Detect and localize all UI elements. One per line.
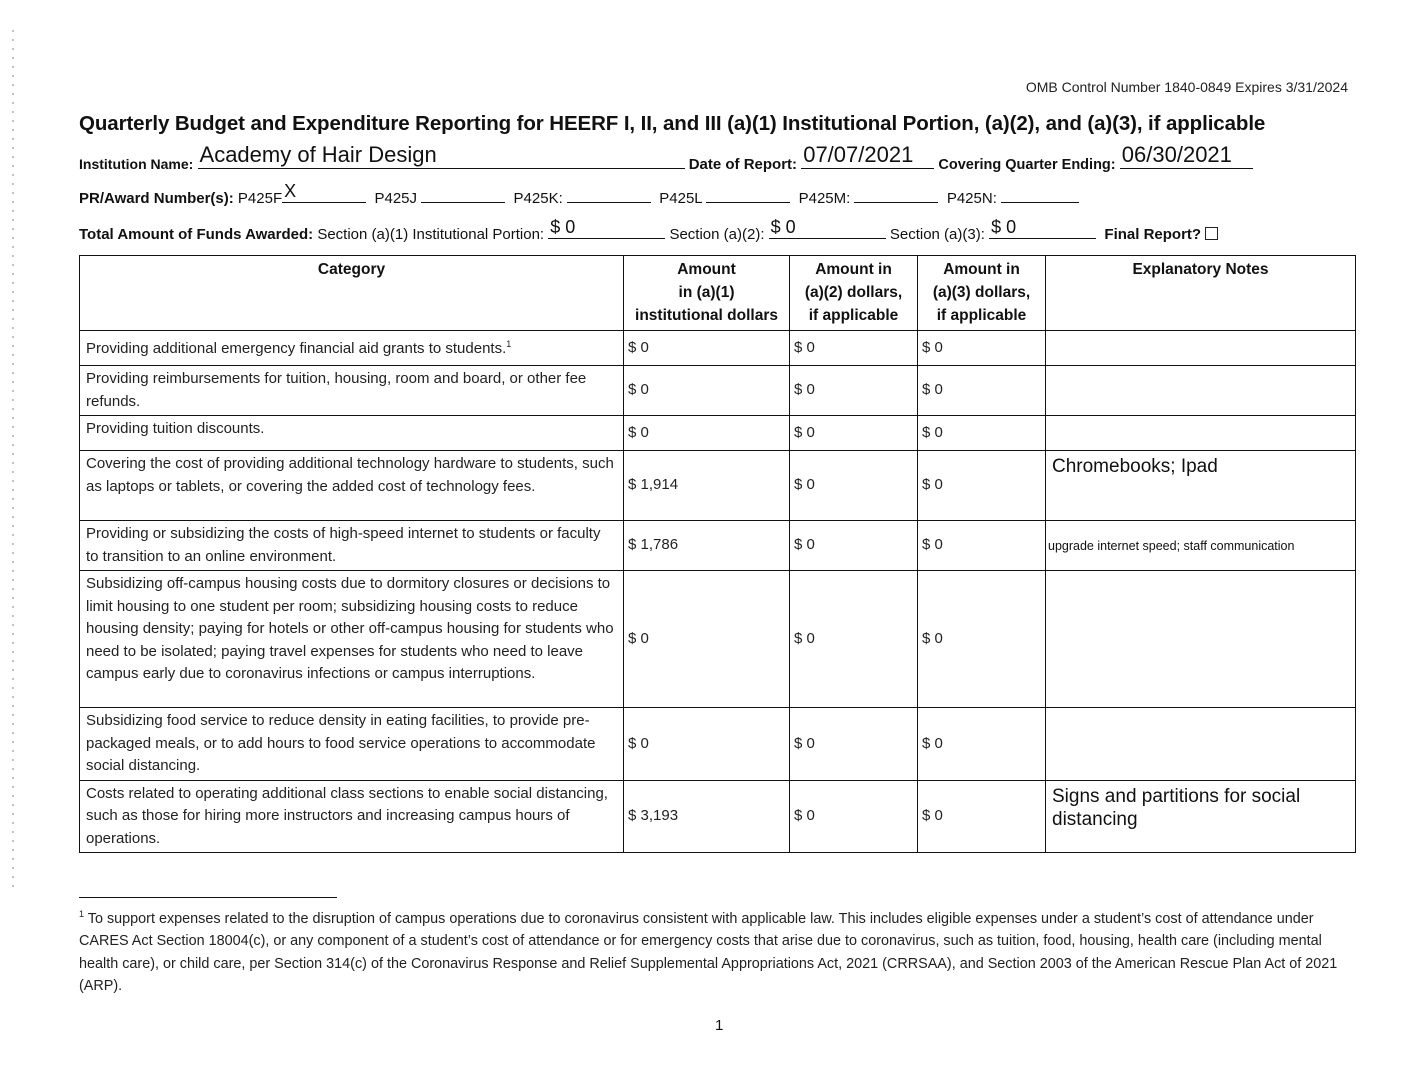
a3-amount-cell[interactable]: $ 0 bbox=[918, 451, 1046, 521]
notes-cell[interactable] bbox=[1046, 331, 1356, 366]
a3-amount-cell[interactable]: $ 0 bbox=[918, 708, 1046, 781]
covering-quarter-value: 06/30/2021 bbox=[1121, 142, 1232, 167]
award-p425f-field[interactable] bbox=[282, 181, 366, 203]
a1-amount-cell[interactable]: $ 1,786 bbox=[624, 521, 790, 571]
award-p425m-label: P425M: bbox=[798, 190, 851, 207]
table-row bbox=[80, 708, 1356, 781]
header-a3-line: if applicable bbox=[936, 307, 1027, 324]
footnote-marker: 1 bbox=[79, 909, 85, 919]
a2-amount-cell[interactable]: $ 0 bbox=[790, 780, 918, 853]
a3-amount-cell[interactable]: $ 0 bbox=[918, 331, 1046, 366]
a3-amount-cell[interactable]: $ 0 bbox=[918, 416, 1046, 451]
table-row bbox=[80, 416, 1356, 451]
table-header-row bbox=[80, 256, 1356, 331]
a1-amount-cell[interactable]: $ 0 bbox=[624, 366, 790, 416]
header-a2-line: (a)(2) dollars, bbox=[804, 284, 903, 301]
a2-amount-cell[interactable]: $ 0 bbox=[790, 331, 918, 366]
award-p425l-field[interactable] bbox=[706, 188, 790, 203]
notes-cell[interactable] bbox=[1046, 416, 1356, 451]
final-report-checkbox[interactable] bbox=[1205, 227, 1218, 240]
header-a3-amount bbox=[918, 256, 1046, 331]
award-p425k-label: P425K: bbox=[513, 190, 563, 207]
section-a3-label: Section (a)(3): bbox=[889, 226, 985, 243]
date-of-report-value: 07/07/2021 bbox=[803, 142, 914, 167]
section-a1-field[interactable] bbox=[548, 217, 665, 239]
header-category: Category bbox=[80, 256, 624, 331]
category-cell: Subsidizing off-campus housing costs due to dormitory closures or decisions to limit housing to one student per room; subsidizing housing costs to reduce housing density; paying for hotels or other off-campus housing for students who need to be isolated; paying travel expenses for students who need to leave campus early due to coronavirus infections or campus interruptions. bbox=[80, 571, 624, 708]
award-p425j-label: P425J bbox=[374, 190, 418, 207]
a3-amount-cell[interactable]: $ 0 bbox=[918, 571, 1046, 708]
table-row bbox=[80, 571, 1356, 708]
institution-name-value: Academy of Hair Design bbox=[199, 142, 437, 167]
a1-amount-cell[interactable]: $ 0 bbox=[624, 571, 790, 708]
table-row bbox=[80, 780, 1356, 853]
category-cell: Providing reimbursements for tuition, housing, room and board, or other fee refunds. bbox=[80, 366, 624, 416]
category-cell: Covering the cost of providing additional technology hardware to students, such as laptops or tablets, or covering the added cost of technology fees. bbox=[80, 451, 624, 521]
category-cell: Providing or subsidizing the costs of high-speed internet to students or faculty to transition to an online environment. bbox=[80, 521, 624, 571]
category-cell: Subsidizing food service to reduce density in eating facilities, to provide pre-packaged meals, or to add hours to food service operations to accommodate social distancing. bbox=[80, 708, 624, 781]
table-row bbox=[80, 331, 1356, 366]
institution-name-label: Institution Name: bbox=[79, 156, 194, 172]
section-a1-label: Section (a)(1) Institutional Portion: bbox=[317, 226, 545, 243]
header-a1-line: Amount bbox=[677, 261, 736, 278]
section-a3-value: $ 0 bbox=[991, 217, 1017, 237]
covering-quarter-label: Covering Quarter Ending: bbox=[938, 157, 1116, 173]
page-title: Quarterly Budget and Expenditure Reporting for HEERF I, II, and III (a)(1) Institutional Portion, (a)(2), and (a)(3), if applicable bbox=[79, 112, 1266, 135]
section-a2-value: $ 0 bbox=[770, 217, 796, 237]
table-row bbox=[80, 521, 1356, 571]
a2-amount-cell[interactable]: $ 0 bbox=[790, 451, 918, 521]
a1-amount-cell[interactable]: $ 3,193 bbox=[624, 780, 790, 853]
category-cell bbox=[80, 331, 624, 366]
section-a2-field[interactable] bbox=[769, 217, 886, 239]
table-row bbox=[80, 451, 1356, 521]
header-a2-line: if applicable bbox=[808, 307, 899, 324]
notes-cell[interactable] bbox=[1046, 571, 1356, 708]
award-p425f-value: X bbox=[284, 181, 297, 201]
award-p425k-field[interactable] bbox=[567, 188, 651, 203]
section-a1-value: $ 0 bbox=[550, 217, 576, 237]
award-p425l-label: P425L bbox=[659, 190, 703, 207]
notes-cell[interactable]: Chromebooks; Ipad bbox=[1046, 451, 1356, 521]
page-number: 1 bbox=[715, 1017, 724, 1034]
header-a1-line: institutional dollars bbox=[635, 307, 778, 324]
a2-amount-cell[interactable]: $ 0 bbox=[790, 571, 918, 708]
award-p425f-label: P425F bbox=[237, 190, 283, 207]
award-p425n-label: P425N: bbox=[946, 190, 997, 207]
covering-quarter-field[interactable] bbox=[1120, 142, 1253, 169]
table-row bbox=[80, 366, 1356, 416]
omb-control-number: OMB Control Number 1840-0849 Expires 3/31/2024 bbox=[1025, 79, 1348, 95]
footnote bbox=[79, 903, 1354, 998]
scan-artifact bbox=[12, 30, 14, 890]
institution-line bbox=[79, 142, 1253, 173]
a2-amount-cell[interactable]: $ 0 bbox=[790, 521, 918, 571]
award-p425n-field[interactable] bbox=[1001, 188, 1079, 203]
footnote-text: To support expenses related to the disruption of campus operations due to coronavirus consistent with applicable law. This includes eligible expenses under a student’s cost of attendance under CARES Act Section 18004(c), or any component of a student’s cost of attendance or for emergency costs that arise due to coronavirus, such as tuition, food, housing, health care (including mental health care), or child care, per Section 314(c) of the Coronavirus Response and Relief Supplemental Appropriations Act, 2021 (CRRSAA), and Section 2003 of the American Rescue Plan Act of 2021 (ARP). bbox=[79, 910, 1338, 995]
notes-cell[interactable]: upgrade internet speed; staff communication bbox=[1046, 521, 1356, 571]
award-p425m-field[interactable] bbox=[854, 188, 938, 203]
date-of-report-field[interactable] bbox=[801, 142, 934, 169]
section-a2-label: Section (a)(2): bbox=[669, 226, 765, 243]
notes-cell[interactable]: Signs and partitions for social distancing bbox=[1046, 780, 1356, 853]
a3-amount-cell[interactable]: $ 0 bbox=[918, 521, 1046, 571]
notes-cell[interactable] bbox=[1046, 708, 1356, 781]
footnote-separator bbox=[79, 897, 337, 898]
header-a3-line: Amount in bbox=[943, 261, 1020, 278]
header-a3-line: (a)(3) dollars, bbox=[932, 284, 1031, 301]
header-a1-line: in (a)(1) bbox=[678, 284, 735, 301]
award-p425j-field[interactable] bbox=[421, 188, 505, 203]
funds-awarded-label: Total Amount of Funds Awarded: bbox=[79, 226, 314, 243]
category-cell: Costs related to operating additional class sections to enable social distancing, such as those for hiring more instructors and increasing campus hours of operations. bbox=[80, 780, 624, 853]
a3-amount-cell[interactable]: $ 0 bbox=[918, 366, 1046, 416]
a2-amount-cell[interactable]: $ 0 bbox=[790, 416, 918, 451]
category-text: Providing additional emergency financial aid grants to students. bbox=[86, 340, 507, 357]
notes-cell[interactable] bbox=[1046, 366, 1356, 416]
section-a3-field[interactable] bbox=[989, 217, 1096, 239]
final-report-label: Final Report? bbox=[1104, 226, 1202, 243]
award-numbers-label: PR/Award Number(s): bbox=[79, 190, 234, 207]
header-explanatory-notes: Explanatory Notes bbox=[1046, 256, 1356, 331]
a1-amount-cell[interactable]: $ 1,914 bbox=[624, 451, 790, 521]
category-cell: Providing tuition discounts. bbox=[80, 416, 624, 451]
a2-amount-cell[interactable]: $ 0 bbox=[790, 708, 918, 781]
a2-amount-cell[interactable]: $ 0 bbox=[790, 366, 918, 416]
institution-name-field[interactable] bbox=[198, 142, 685, 169]
budget-table bbox=[79, 255, 1356, 853]
date-of-report-label: Date of Report: bbox=[688, 156, 798, 173]
header-a2-line: Amount in bbox=[815, 261, 892, 278]
a3-amount-cell[interactable]: $ 0 bbox=[918, 780, 1046, 853]
a1-amount-cell[interactable]: $ 0 bbox=[624, 416, 790, 451]
header-a2-amount bbox=[790, 256, 918, 331]
header-a1-amount bbox=[624, 256, 790, 331]
award-numbers-line bbox=[79, 181, 1079, 207]
footnote-ref[interactable]: 1 bbox=[506, 339, 512, 349]
a1-amount-cell[interactable]: $ 0 bbox=[624, 331, 790, 366]
funds-awarded-line bbox=[79, 217, 1218, 243]
a1-amount-cell[interactable]: $ 0 bbox=[624, 708, 790, 781]
